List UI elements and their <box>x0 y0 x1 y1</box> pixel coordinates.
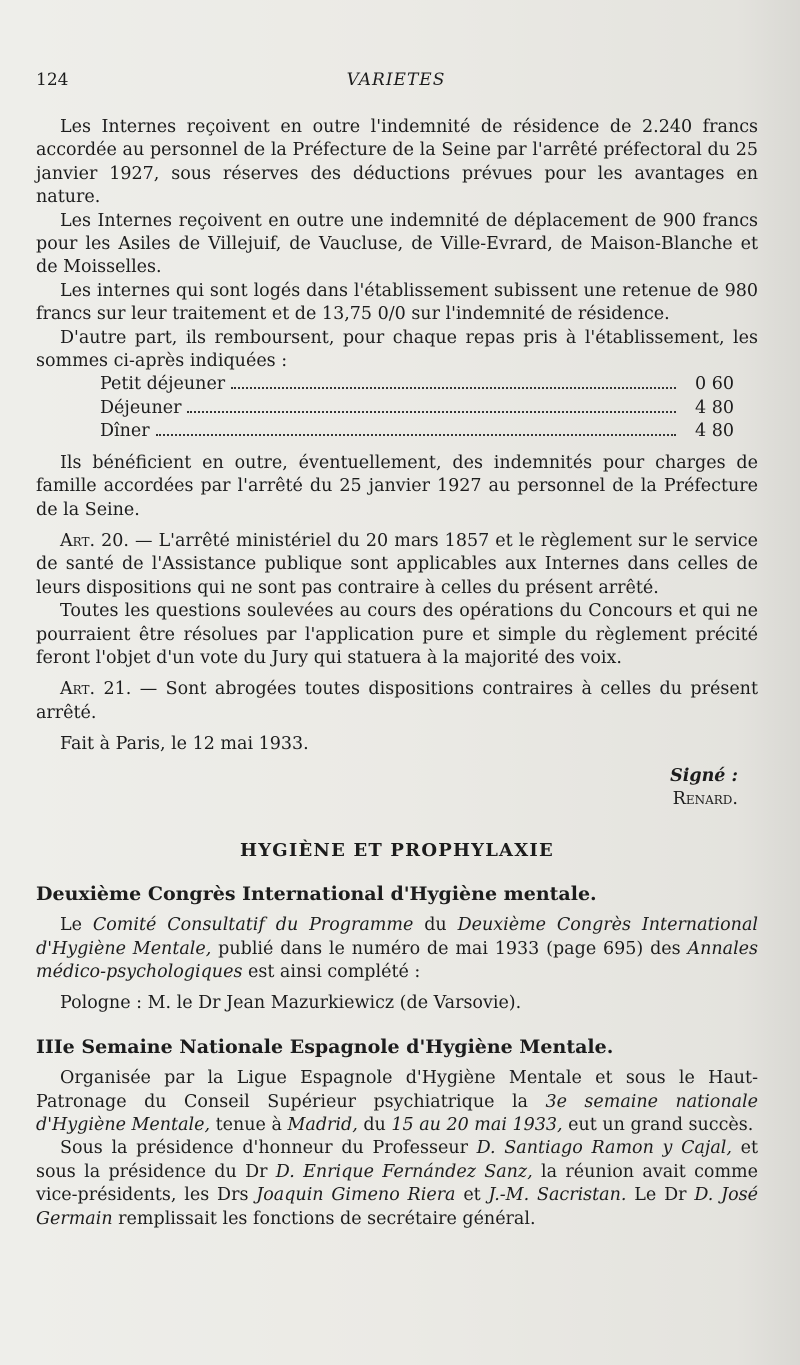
subsection-title-congres: Deuxième Congrès International d'Hygiène mentale. <box>36 882 597 905</box>
text-run: du <box>357 1115 392 1136</box>
text-run: Sous la présidence d'honneur du Professeur <box>60 1138 477 1159</box>
article-text: — L'arrêté ministériel du 20 mars 1857 et le règlement sur le service de santé de l'Assistance publique sont applicables aux Internes dans celles de leurs dispositions qui ne sont pas contraire à celles du présent arrêté. <box>36 530 758 598</box>
section-title: HYGIÈNE ET PROPHYLAXIE <box>240 840 554 862</box>
leader-dots <box>187 411 676 413</box>
text-run: Organisée par la Ligue Espagnole d'Hygiène Mentale et sous le Haut-Patronage du Conseil Supérieur psychiatrique la <box>36 1068 758 1112</box>
text-run: du <box>413 915 458 936</box>
meal-label: Dîner <box>100 421 150 442</box>
text-run: Le Dr <box>626 1185 695 1206</box>
text-run: et sous la présidence du Dr <box>36 1138 759 1182</box>
italic-run: 15 au 20 mai 1933, <box>391 1115 563 1136</box>
text-run: la réunion avait comme vice-présidents, les Drs <box>36 1161 758 1206</box>
italic-run: Deuxième Congrès International d'Hygiène Mentale, <box>36 915 758 959</box>
signer-name: Renard. <box>672 788 738 809</box>
leader-dots <box>156 434 676 436</box>
paragraph-organisee <box>36 1067 758 1137</box>
paragraph-pologne: Pologne : M. le Dr Jean Mazurkiewicz (de Varsovie). <box>60 993 522 1014</box>
meal-price: 0 60 <box>695 374 734 395</box>
italic-run: Joaquin Gimeno Riera <box>256 1185 456 1206</box>
leader-dots <box>231 387 676 389</box>
meal-price: 4 80 <box>695 397 734 418</box>
paragraph-retenue: Les internes qui sont logés dans l'établissement subissent une retenue de 980 francs sur leur traitement et de 13,75 0/0 sur l'indemnité de résidence. <box>36 280 758 325</box>
italic-run: D. Enrique Fernández Sanz, <box>275 1161 533 1182</box>
page-body <box>36 116 758 1231</box>
text-run: remplissait les fonctions de secrétaire général. <box>112 1208 536 1229</box>
paragraph-residence: Les Internes reçoivent en outre l'indemnité de résidence de 2.240 francs accordée au personnel de la Préfecture de la Seine par l'arrêté préfectoral du 25 janvier 1927, sous réserves des déductions prévues pour les avantages en nature. <box>36 117 758 208</box>
italic-run: Madrid, <box>287 1115 358 1136</box>
article-text: — Sont abrogées toutes dispositions contraires à celles du présent arrêté. <box>36 679 758 723</box>
subsection-title-semaine: IIIe Semaine Nationale Espagnole d'Hygiène Mentale. <box>36 1035 614 1058</box>
meal-label: Déjeuner <box>100 397 182 418</box>
paragraph-presidence <box>36 1137 758 1231</box>
fait-a-paris: Fait à Paris, le 12 mai 1933. <box>60 734 309 755</box>
article-label: Art. 20. <box>60 530 129 551</box>
paragraph-comite <box>36 914 758 984</box>
paragraph-article-20 <box>36 530 758 600</box>
italic-run: D. José Germain <box>36 1185 758 1229</box>
page-header <box>36 70 756 100</box>
text-run: eut un grand succès. <box>562 1115 754 1136</box>
meal-price: 4 80 <box>695 421 734 442</box>
price-row <box>36 420 758 443</box>
paragraph-remboursent: D'autre part, ils remboursent, pour chaque repas pris à l'établissement, les sommes ci-après indiquées : <box>36 327 758 372</box>
italic-run: Annales médico-psychologiques <box>36 938 758 982</box>
text-run: tenue à <box>210 1115 288 1136</box>
signe-label: Signé : <box>670 765 738 786</box>
text-run: et <box>455 1185 489 1206</box>
paragraph-questions: Toutes les questions soulevées au cours des opérations du Concours et qui ne pourraient être résolues par l'application pure et simple du règlement précité feront l'objet d'un vote du Jury qui statuera à la majorité des voix. <box>36 601 758 668</box>
text-run: est ainsi complété : <box>242 962 421 982</box>
price-row <box>36 397 758 420</box>
meal-label: Petit déjeuner <box>100 374 226 395</box>
meal-price-list <box>36 373 758 443</box>
italic-run: D. Santiago Ramon y Cajal, <box>476 1138 732 1159</box>
italic-run: 3e semaine nationale d'Hygiène Mentale, <box>36 1091 759 1136</box>
price-row <box>36 373 758 396</box>
text-run: Le <box>60 915 93 936</box>
italic-run: Comité Consultatif du Programme <box>92 915 414 936</box>
text-run: publié dans le numéro de mai 1933 (page 695) des <box>211 938 688 959</box>
page-number: 124 <box>36 70 69 90</box>
paragraph-deplacement: Les Internes reçoivent en outre une indemnité de déplacement de 900 francs pour les Asiles de Villejuif, de Vaucluse, de Ville-Evrard, de Maison-Blanche et de Moisselles. <box>36 210 758 278</box>
paragraph-charges-famille: Ils bénéficient en outre, éventuellement, des indemnités pour charges de famille accordées par l'arrêté du 25 janvier 1927 au personnel de la Préfecture de la Seine. <box>36 452 758 520</box>
article-label: Art. 21. <box>60 679 132 700</box>
italic-run: J.-M. Sacristan. <box>488 1185 627 1206</box>
running-title: VARIETES <box>346 70 446 90</box>
paragraph-article-21 <box>36 678 758 725</box>
